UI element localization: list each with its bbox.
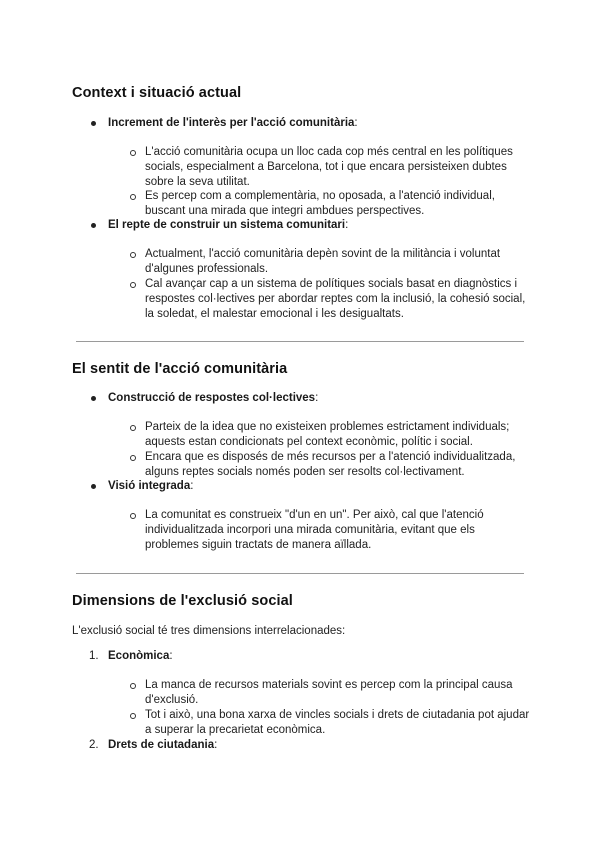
item-label: Visió integrada	[108, 480, 191, 492]
circle-bullet-icon	[130, 455, 136, 461]
colon: :	[354, 117, 358, 129]
item-label: Drets de ciutadania	[108, 739, 215, 751]
list-item	[108, 116, 358, 131]
sub-item-text: Actualment, l'acció comunitària depèn sovint de la militància i voluntat d'algunes professionals.	[145, 248, 501, 276]
sub-item-text: La comunitat es construeix "d'un en un". Per això, cal que l'atenció individualitzada incorpori una mirada comunitària, evitant que els problemes siguin tractats de manera aïllada.	[145, 509, 484, 552]
circle-bullet-icon	[130, 150, 136, 156]
sub-item-text: Tot i això, una bona xarxa de vincles socials i drets de ciutadania pot ajudar a superar la precarietat econòmica.	[145, 709, 530, 737]
section-title-dimensions: Dimensions de l'exclusió social	[72, 593, 293, 609]
item-label: Econòmica	[108, 650, 170, 662]
colon: :	[345, 219, 349, 231]
circle-bullet-icon	[130, 252, 136, 258]
circle-bullet-icon	[130, 194, 136, 200]
colon: :	[315, 392, 319, 404]
sub-list-item	[145, 508, 530, 554]
circle-bullet-icon	[130, 683, 136, 689]
bullet-icon	[91, 396, 96, 401]
list-item	[108, 218, 348, 233]
sub-list-item	[145, 450, 530, 480]
sub-list-item	[145, 189, 530, 219]
bullet-icon	[91, 223, 96, 228]
colon: :	[169, 650, 173, 662]
list-item	[108, 479, 193, 494]
sub-item-text: Es percep com a complementària, no oposada, a l'atenció individual, buscant una mirada que integri ambdues perspectives.	[145, 190, 495, 218]
bullet-icon	[91, 484, 96, 489]
section-divider	[76, 341, 524, 342]
sub-list-item	[145, 708, 530, 738]
sub-item-text: La manca de recursos materials sovint es percep com la principal causa d'exclusió.	[145, 679, 513, 707]
sub-list-item	[145, 247, 530, 277]
sub-list-item	[145, 277, 530, 323]
sub-item-text: L'acció comunitària ocupa un lloc cada cop més central en les polítiques socials, especialment a Barcelona, tot i que encara persisteixen dubtes sobre la seva utilitat.	[145, 146, 513, 189]
item-number: 2.	[89, 739, 99, 751]
section-title-sentit: El sentit de l'acció comunitària	[72, 361, 288, 377]
sub-list-item	[145, 420, 530, 450]
sub-list-item	[145, 145, 530, 191]
numbered-item	[89, 738, 218, 753]
circle-bullet-icon	[130, 513, 136, 519]
bullet-icon	[91, 121, 96, 126]
colon: :	[190, 480, 194, 492]
circle-bullet-icon	[130, 713, 136, 719]
sub-list-item	[145, 678, 530, 708]
item-label: Construcció de respostes col·lectives	[108, 392, 316, 404]
section-divider	[76, 573, 524, 574]
item-label: Increment de l'interès per l'acció comunitària	[108, 117, 355, 129]
item-label: El repte de construir un sistema comunitari	[108, 219, 346, 231]
section-intro: L'exclusió social té tres dimensions interrelacionades:	[72, 625, 346, 637]
sub-item-text: Cal avançar cap a un sistema de polítiques socials basat en diagnòstics i respostes col·lectives per abordar reptes com la inclusió, la cohesió social, la soledat, el malestar emocional i les desigualtats.	[145, 278, 526, 321]
numbered-item	[89, 649, 173, 664]
item-number: 1.	[89, 650, 99, 662]
sub-item-text: Parteix de la idea que no existeixen problemes estrictament individuals; aquests estan condicionats pel context econòmic, polític i social.	[145, 421, 510, 449]
circle-bullet-icon	[130, 282, 136, 288]
list-item	[108, 391, 318, 406]
circle-bullet-icon	[130, 425, 136, 431]
colon: :	[214, 739, 218, 751]
section-title-context: Context i situació actual	[72, 85, 242, 101]
sub-item-text: Encara que es disposés de més recursos per a l'atenció individualitzada, alguns reptes socials només poden ser resolts col·lectivament.	[145, 451, 516, 479]
